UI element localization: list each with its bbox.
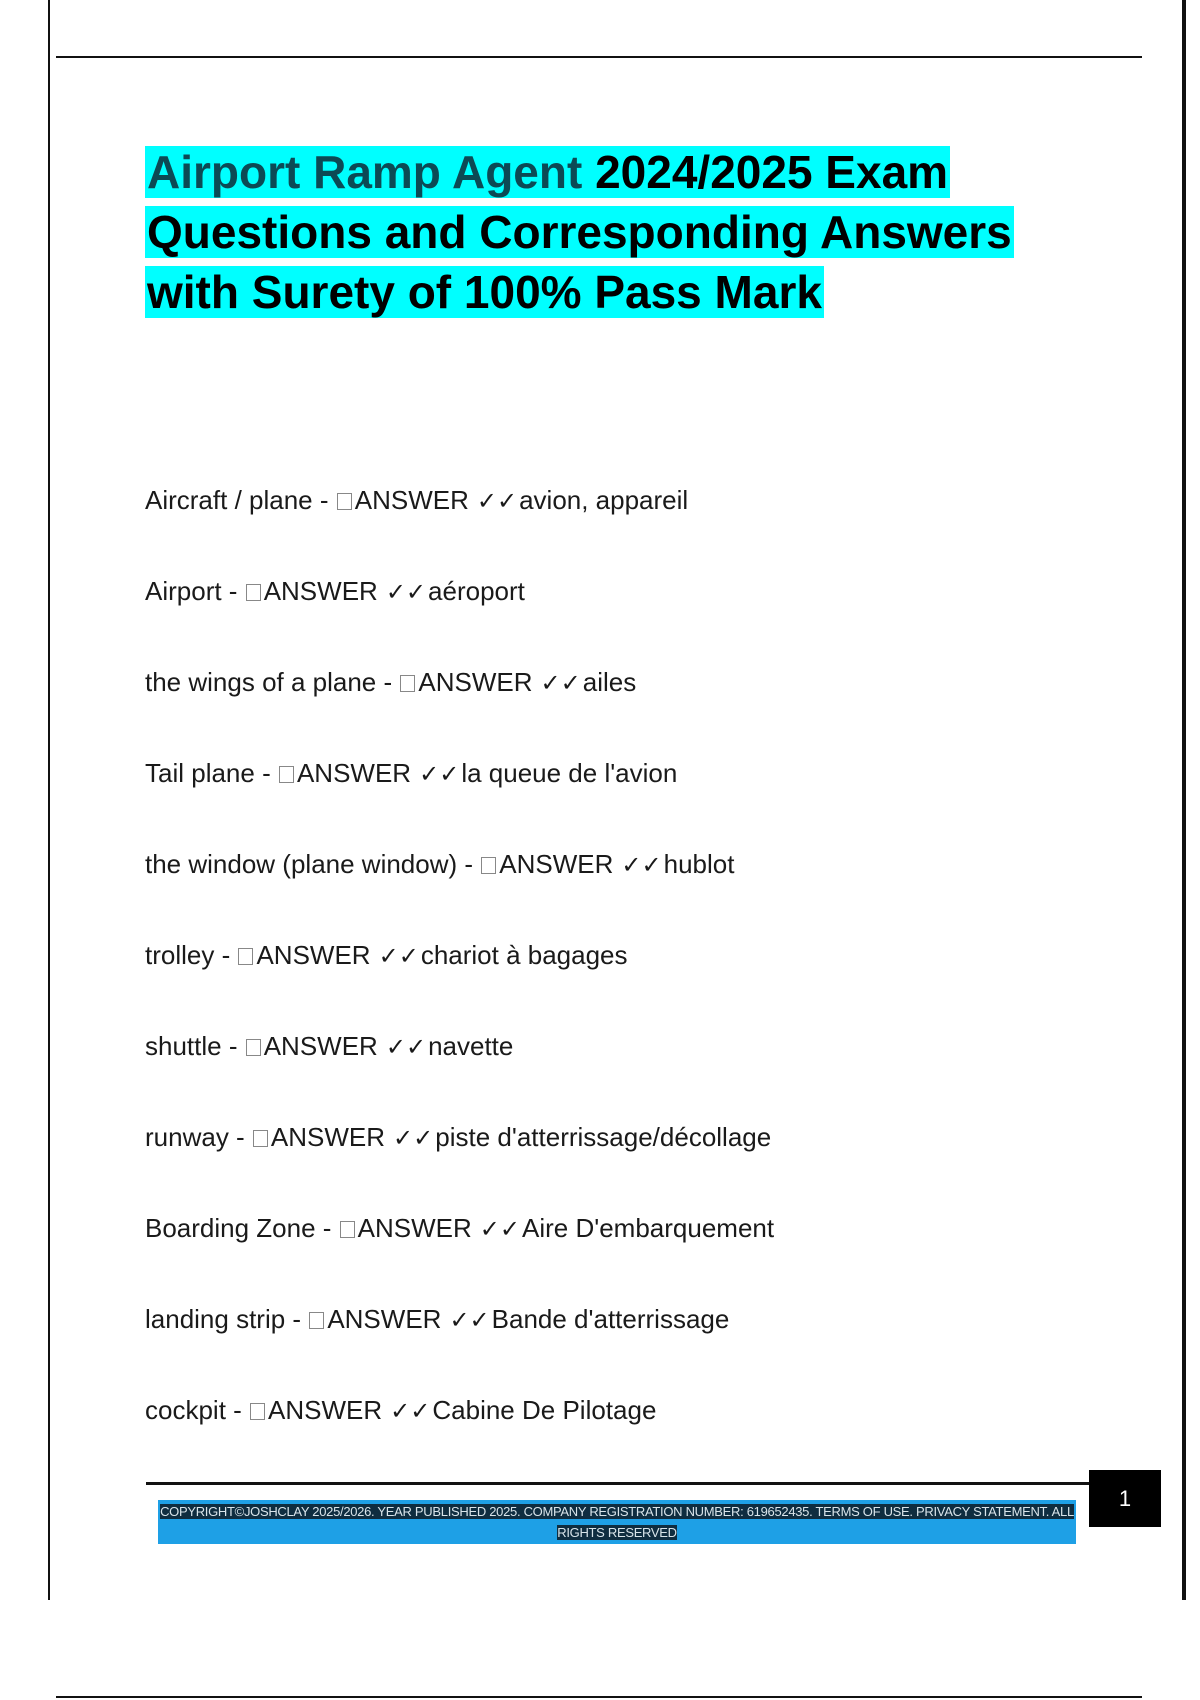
page-border-right — [1182, 0, 1186, 1600]
double-check-icon: ✓✓ — [621, 851, 662, 879]
copyright-bar — [158, 1500, 1076, 1544]
question-text: Aircraft / plane - — [145, 485, 336, 515]
qa-item — [145, 475, 1125, 566]
missing-glyph-box-icon — [400, 675, 415, 692]
answer-text: chariot à bagages — [420, 940, 628, 970]
double-check-icon: ✓✓ — [479, 1215, 521, 1243]
answer-text: Aire D'embarquement — [522, 1213, 775, 1243]
qa-item — [145, 1385, 1125, 1476]
answer-label: ANSWER — [499, 849, 614, 879]
double-check-icon: ✓✓ — [393, 1124, 434, 1152]
double-check-icon: ✓✓ — [378, 942, 419, 970]
qa-list — [145, 475, 1125, 1476]
page-border-left — [48, 0, 50, 1600]
answer-label: ANSWER — [256, 940, 371, 970]
missing-glyph-box-icon — [250, 1403, 265, 1420]
double-check-icon: ✓✓ — [476, 487, 518, 515]
answer-text: hublot — [663, 849, 735, 879]
missing-glyph-box-icon — [279, 766, 294, 783]
missing-glyph-box-icon — [253, 1130, 268, 1147]
answer-text: ailes — [582, 667, 637, 697]
question-text: cockpit - — [145, 1395, 250, 1425]
qa-item — [145, 1112, 1125, 1203]
copyright-text: COPYRIGHT©JOSHCLAY 2025/2026. YEAR PUBLISHED 2025. COMPANY REGISTRATION NUMBER: 619652435. TERMS OF USE. PRIVACY STATEMENT. ALL RIGHTS RESERVED — [160, 1504, 1074, 1540]
qa-item — [145, 1203, 1125, 1294]
missing-glyph-box-icon — [481, 857, 496, 874]
answer-label: ANSWER — [268, 1395, 383, 1425]
double-check-icon: ✓✓ — [540, 669, 581, 697]
answer-label: ANSWER — [418, 667, 533, 697]
answer-label: ANSWER — [327, 1304, 442, 1334]
footer-rule — [146, 1482, 1090, 1485]
missing-glyph-box-icon — [246, 1039, 261, 1056]
question-text: shuttle - — [145, 1031, 245, 1061]
answer-label: ANSWER — [357, 1213, 472, 1243]
answer-text: navette — [428, 1031, 514, 1061]
qa-item — [145, 657, 1125, 748]
answer-label: ANSWER — [270, 1122, 386, 1152]
title-rest: 2024/2025 Exam Questions and Corresponding Answers with Surety of 100% Pass Mark — [147, 146, 1012, 318]
missing-glyph-box-icon — [246, 584, 261, 601]
answer-text: Cabine De Pilotage — [432, 1395, 657, 1425]
question-text: the wings of a plane - — [145, 667, 400, 697]
answer-label: ANSWER — [354, 485, 469, 515]
answer-text: piste d'atterrissage/décollage — [435, 1122, 772, 1152]
qa-item — [145, 839, 1125, 930]
question-text: trolley - — [145, 940, 238, 970]
double-check-icon: ✓✓ — [385, 1033, 427, 1061]
question-text: Boarding Zone - — [145, 1213, 339, 1243]
question-text: the window (plane window) - — [145, 849, 481, 879]
qa-item — [145, 1021, 1125, 1112]
double-check-icon: ✓✓ — [449, 1306, 490, 1334]
page-number: 1 — [1089, 1470, 1161, 1527]
header-rule — [56, 56, 1142, 58]
answer-label: ANSWER — [263, 1031, 378, 1061]
answer-label: ANSWER — [296, 758, 412, 788]
answer-text: aéroport — [428, 576, 525, 606]
missing-glyph-box-icon — [238, 948, 253, 965]
qa-item — [145, 1294, 1125, 1385]
answer-text: avion, appareil — [519, 485, 689, 515]
answer-text: la queue de l'avion — [461, 758, 678, 788]
missing-glyph-box-icon — [340, 1221, 355, 1238]
double-check-icon: ✓✓ — [419, 760, 460, 788]
qa-item — [145, 566, 1125, 657]
answer-label: ANSWER — [263, 576, 378, 606]
next-page-rule — [56, 1696, 1142, 1698]
missing-glyph-box-icon — [309, 1312, 324, 1329]
question-text: Tail plane - — [145, 758, 278, 788]
title-brand: Airport Ramp Agent — [147, 146, 583, 198]
question-text: landing strip - — [145, 1304, 309, 1334]
qa-item — [145, 930, 1125, 1021]
double-check-icon: ✓✓ — [385, 578, 427, 606]
double-check-icon: ✓✓ — [390, 1397, 431, 1425]
missing-glyph-box-icon — [337, 493, 352, 510]
question-text: runway - — [145, 1122, 252, 1152]
qa-item — [145, 748, 1125, 839]
question-text: Airport - — [145, 576, 245, 606]
answer-text: Bande d'atterrissage — [491, 1304, 730, 1334]
document-title — [145, 142, 1105, 322]
